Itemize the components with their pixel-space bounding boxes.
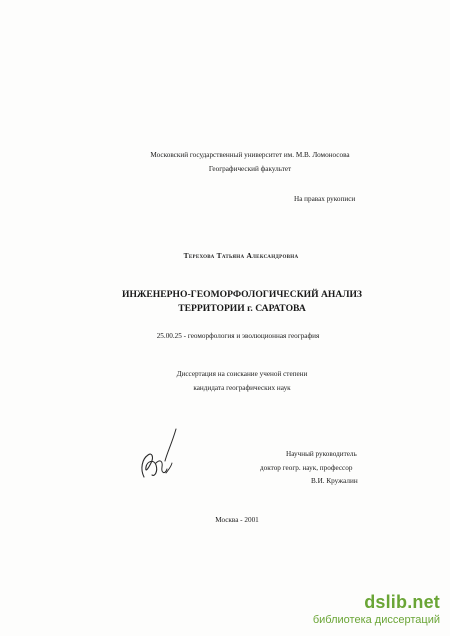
specialty-code: 25.00.25 - геоморфология и эволюционная география xyxy=(156,332,320,340)
dissertation-degree-line-2: кандидата географических наук xyxy=(193,384,291,392)
university-name: Московский государственный университет им. М.В. Ломоносова xyxy=(150,151,350,159)
author-name: Терехова Татьяна Александровна xyxy=(183,251,299,260)
watermark-subtitle: библиотека диссертаций xyxy=(312,614,440,626)
watermark-brand: dslib.net xyxy=(364,592,440,612)
watermark xyxy=(290,592,440,632)
rights-notice: На правах рукописи xyxy=(294,195,356,203)
supervisor-degree: доктор геогр. наук, профессор xyxy=(260,464,353,472)
dissertation-degree-line-1: Диссертация на соискание ученой степени xyxy=(176,370,308,378)
supervisor-name: В.И. Кружалин xyxy=(311,477,358,485)
city-year: Москва - 2001 xyxy=(215,516,259,524)
title-line-2: ТЕРРИТОРИИ г. САРАТОВА xyxy=(178,303,306,314)
title-line-1: ИНЖЕНЕРНО-ГЕОМОРФОЛОГИЧЕСКИЙ АНАЛИЗ xyxy=(122,289,362,300)
supervisor-label: Научный руководитель xyxy=(286,450,357,458)
handwritten-signature xyxy=(136,423,182,483)
faculty-name: Географический факультет xyxy=(208,165,292,173)
